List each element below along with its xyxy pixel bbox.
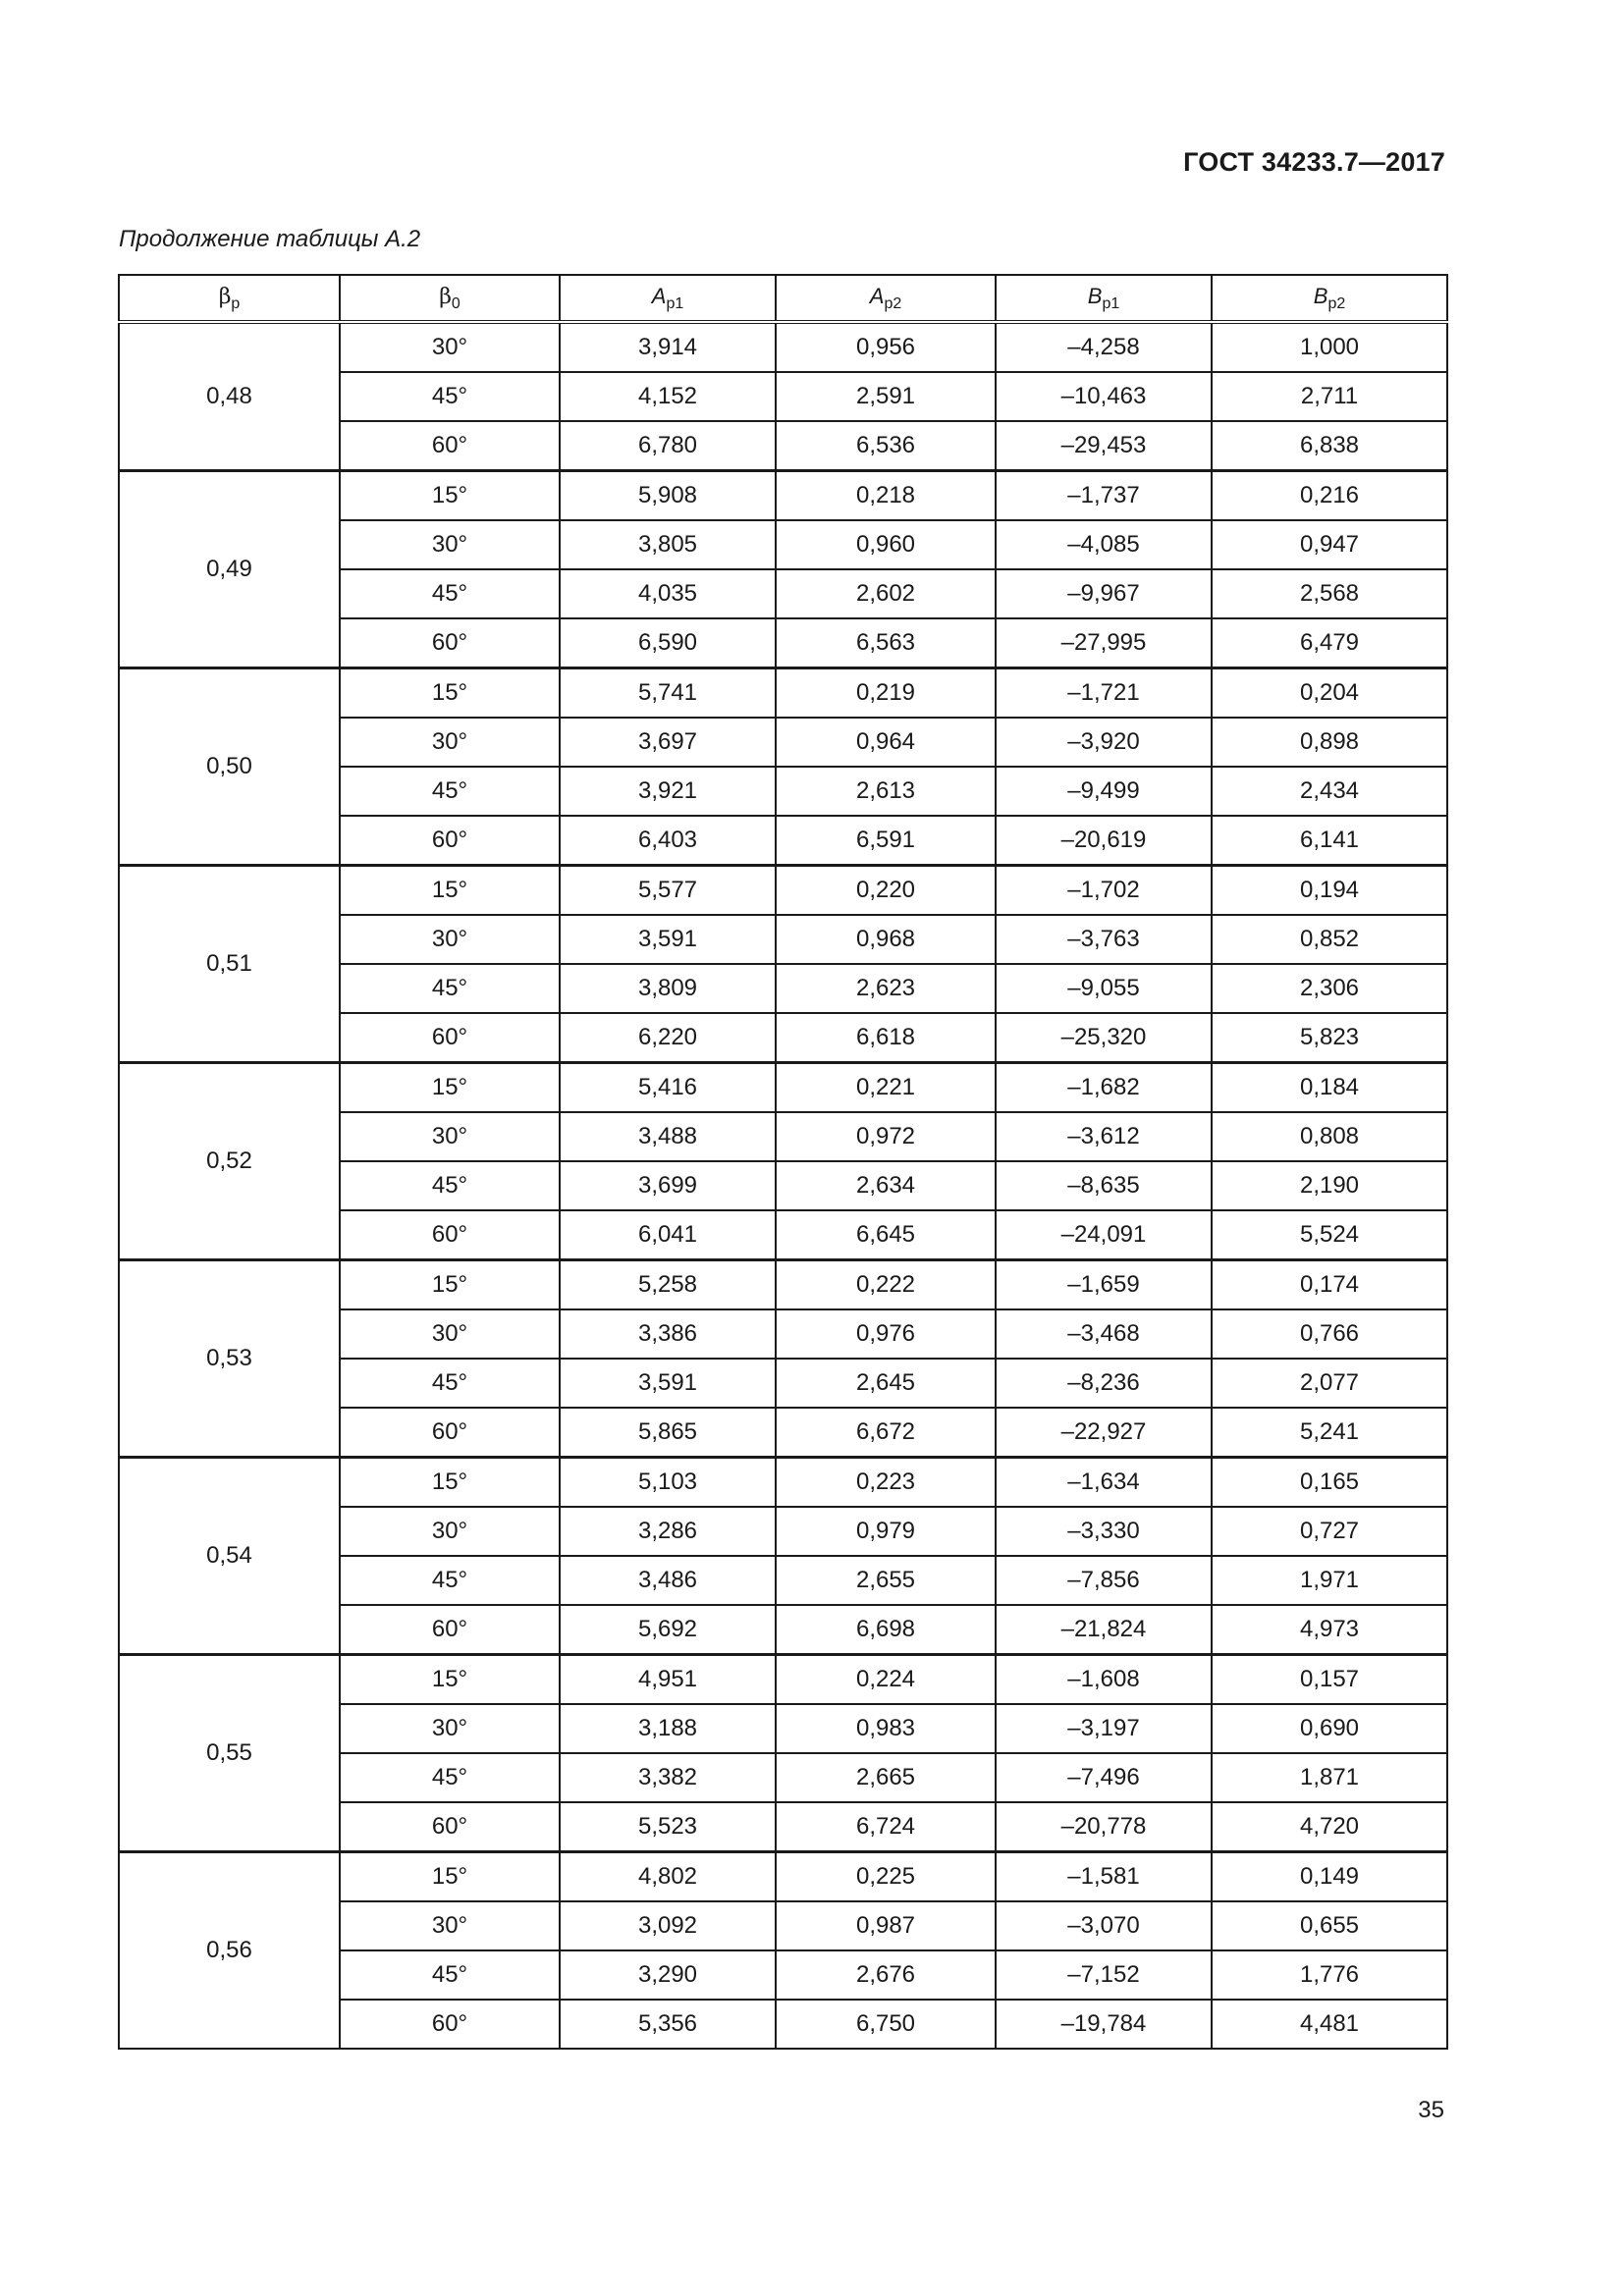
a-p1-cell: 3,290 — [560, 1950, 776, 2000]
beta-0-cell: 60° — [340, 1210, 560, 1260]
b-p2-cell: 2,077 — [1212, 1359, 1447, 1408]
b-p1-cell: –4,258 — [996, 322, 1212, 372]
b-p1-cell: –7,856 — [996, 1556, 1212, 1605]
beta-0-cell: 15° — [340, 668, 560, 719]
b-p2-cell: 4,481 — [1212, 2000, 1447, 2049]
a-p2-cell: 0,225 — [776, 1852, 996, 1902]
b-p1-cell: –25,320 — [996, 1013, 1212, 1063]
a-p1-cell: 3,805 — [560, 520, 776, 569]
beta-p-cell: 0,56 — [119, 1852, 340, 2050]
b-p2-cell: 2,434 — [1212, 767, 1447, 816]
b-p1-cell: –1,702 — [996, 866, 1212, 916]
b-p1-cell: –9,967 — [996, 569, 1212, 618]
a-p2-cell: 0,220 — [776, 866, 996, 916]
column-subscript: p2 — [884, 294, 902, 312]
a-p1-cell: 5,865 — [560, 1408, 776, 1458]
b-p1-cell: –10,463 — [996, 372, 1212, 421]
a-p2-cell: 0,979 — [776, 1507, 996, 1556]
a-p1-cell: 6,220 — [560, 1013, 776, 1063]
a-p2-cell: 6,563 — [776, 618, 996, 668]
column-symbol: A — [651, 283, 667, 308]
table-row — [119, 1852, 1447, 1902]
b-p1-cell: –8,236 — [996, 1359, 1212, 1408]
beta-0-cell: 45° — [340, 1556, 560, 1605]
a-p2-cell: 0,221 — [776, 1063, 996, 1113]
a-p2-cell: 6,645 — [776, 1210, 996, 1260]
beta-p-cell: 0,48 — [119, 322, 340, 471]
a-p1-cell: 3,699 — [560, 1161, 776, 1210]
b-p2-cell: 2,568 — [1212, 569, 1447, 618]
b-p2-cell: 0,898 — [1212, 718, 1447, 767]
beta-0-cell: 15° — [340, 866, 560, 916]
b-p2-cell: 0,216 — [1212, 471, 1447, 521]
b-p1-cell: –1,634 — [996, 1458, 1212, 1508]
a-p2-cell: 6,750 — [776, 2000, 996, 2049]
b-p1-cell: –3,197 — [996, 1704, 1212, 1753]
a-p2-cell: 6,672 — [776, 1408, 996, 1458]
a-p1-cell: 3,382 — [560, 1753, 776, 1802]
beta-0-cell: 60° — [340, 1605, 560, 1655]
b-p1-cell: –7,496 — [996, 1753, 1212, 1802]
column-subscript: p — [231, 294, 241, 312]
table-row — [119, 1063, 1447, 1113]
b-p2-cell: 0,194 — [1212, 866, 1447, 916]
b-p1-cell: –1,608 — [996, 1655, 1212, 1705]
a-p1-cell: 5,103 — [560, 1458, 776, 1508]
table-group — [119, 1655, 1447, 1852]
b-p2-cell: 0,808 — [1212, 1112, 1447, 1161]
table-row — [119, 866, 1447, 916]
table-group — [119, 668, 1447, 866]
a-p2-cell: 2,602 — [776, 569, 996, 618]
b-p2-cell: 1,776 — [1212, 1950, 1447, 2000]
b-p2-cell: 6,479 — [1212, 618, 1447, 668]
b-p1-cell: –1,581 — [996, 1852, 1212, 1902]
a-p1-cell: 5,523 — [560, 1802, 776, 1852]
beta-0-cell: 30° — [340, 1901, 560, 1950]
column-subscript: p1 — [666, 294, 684, 312]
a-p2-cell: 6,724 — [776, 1802, 996, 1852]
a-p2-cell: 6,698 — [776, 1605, 996, 1655]
b-p2-cell: 0,174 — [1212, 1260, 1447, 1310]
b-p2-cell: 2,190 — [1212, 1161, 1447, 1210]
column-subscript: p1 — [1102, 294, 1120, 312]
a-p1-cell: 5,416 — [560, 1063, 776, 1113]
a-p1-cell: 4,802 — [560, 1852, 776, 1902]
table-row — [119, 1458, 1447, 1508]
b-p1-cell: –22,927 — [996, 1408, 1212, 1458]
beta-0-cell: 60° — [340, 1013, 560, 1063]
a-p1-cell: 6,403 — [560, 816, 776, 866]
b-p1-cell: –7,152 — [996, 1950, 1212, 2000]
a-p2-cell: 0,983 — [776, 1704, 996, 1753]
a-p1-cell: 3,591 — [560, 915, 776, 964]
b-p2-cell: 0,157 — [1212, 1655, 1447, 1705]
column-subscript: 0 — [451, 294, 460, 312]
column-header-beta-0 — [340, 275, 560, 322]
a-p1-cell: 3,921 — [560, 767, 776, 816]
b-p1-cell: –3,468 — [996, 1309, 1212, 1359]
b-p2-cell: 2,711 — [1212, 372, 1447, 421]
beta-p-cell: 0,55 — [119, 1655, 340, 1852]
b-p1-cell: –3,612 — [996, 1112, 1212, 1161]
b-p1-cell: –19,784 — [996, 2000, 1212, 2049]
b-p1-cell: –1,659 — [996, 1260, 1212, 1310]
a-p2-cell: 0,964 — [776, 718, 996, 767]
column-symbol: β — [218, 284, 232, 309]
beta-0-cell: 30° — [340, 322, 560, 372]
b-p1-cell: –20,778 — [996, 1802, 1212, 1852]
a-p2-cell: 6,536 — [776, 421, 996, 471]
page-number: 35 — [1418, 2097, 1444, 2123]
table-row — [119, 1655, 1447, 1705]
column-symbol: β — [439, 284, 452, 309]
column-header-b-p2 — [1212, 275, 1447, 322]
b-p2-cell: 1,000 — [1212, 322, 1447, 372]
beta-0-cell: 45° — [340, 1161, 560, 1210]
a-p1-cell: 3,697 — [560, 718, 776, 767]
b-p2-cell: 0,766 — [1212, 1309, 1447, 1359]
a-p2-cell: 2,591 — [776, 372, 996, 421]
beta-0-cell: 15° — [340, 1458, 560, 1508]
table-group — [119, 1458, 1447, 1655]
beta-0-cell: 45° — [340, 1753, 560, 1802]
document-header: ГОСТ 34233.7—2017 — [1183, 147, 1445, 177]
b-p2-cell: 0,165 — [1212, 1458, 1447, 1508]
beta-0-cell: 30° — [340, 520, 560, 569]
a-p2-cell: 0,222 — [776, 1260, 996, 1310]
a-p2-cell: 0,956 — [776, 322, 996, 372]
column-header-a-p2 — [776, 275, 996, 322]
table-row — [119, 1260, 1447, 1310]
column-header-a-p1 — [560, 275, 776, 322]
b-p1-cell: –21,824 — [996, 1605, 1212, 1655]
beta-p-cell: 0,54 — [119, 1458, 340, 1655]
table-group — [119, 471, 1447, 668]
b-p2-cell: 0,727 — [1212, 1507, 1447, 1556]
a-p2-cell: 6,591 — [776, 816, 996, 866]
b-p1-cell: –20,619 — [996, 816, 1212, 866]
a-p1-cell: 3,591 — [560, 1359, 776, 1408]
b-p1-cell: –8,635 — [996, 1161, 1212, 1210]
b-p1-cell: –3,763 — [996, 915, 1212, 964]
beta-0-cell: 15° — [340, 1852, 560, 1902]
a-p2-cell: 2,613 — [776, 767, 996, 816]
data-table — [118, 274, 1448, 2050]
a-p2-cell: 2,634 — [776, 1161, 996, 1210]
a-p1-cell: 4,035 — [560, 569, 776, 618]
a-p2-cell: 6,618 — [776, 1013, 996, 1063]
column-header-b-p1 — [996, 275, 1212, 322]
a-p1-cell: 3,092 — [560, 1901, 776, 1950]
a-p1-cell: 3,488 — [560, 1112, 776, 1161]
beta-0-cell: 45° — [340, 767, 560, 816]
a-p1-cell: 5,908 — [560, 471, 776, 521]
column-symbol: B — [1313, 283, 1328, 308]
beta-p-cell: 0,52 — [119, 1063, 340, 1260]
beta-0-cell: 30° — [340, 1704, 560, 1753]
table-group — [119, 1063, 1447, 1260]
column-subscript: p2 — [1327, 294, 1346, 312]
a-p1-cell: 4,951 — [560, 1655, 776, 1705]
a-p1-cell: 3,809 — [560, 964, 776, 1013]
beta-0-cell: 60° — [340, 421, 560, 471]
beta-0-cell: 60° — [340, 2000, 560, 2049]
a-p1-cell: 3,286 — [560, 1507, 776, 1556]
b-p1-cell: –9,055 — [996, 964, 1212, 1013]
b-p2-cell: 5,524 — [1212, 1210, 1447, 1260]
b-p1-cell: –1,682 — [996, 1063, 1212, 1113]
beta-0-cell: 15° — [340, 471, 560, 521]
beta-0-cell: 15° — [340, 1063, 560, 1113]
b-p2-cell: 0,947 — [1212, 520, 1447, 569]
beta-0-cell: 45° — [340, 372, 560, 421]
a-p2-cell: 2,655 — [776, 1556, 996, 1605]
beta-0-cell: 30° — [340, 915, 560, 964]
a-p1-cell: 3,486 — [560, 1556, 776, 1605]
table-row — [119, 471, 1447, 521]
table-group — [119, 1260, 1447, 1458]
column-header-beta-p — [119, 275, 340, 322]
a-p1-cell: 4,152 — [560, 372, 776, 421]
b-p2-cell: 0,149 — [1212, 1852, 1447, 1902]
a-p2-cell: 0,976 — [776, 1309, 996, 1359]
beta-0-cell: 30° — [340, 1112, 560, 1161]
beta-0-cell: 45° — [340, 964, 560, 1013]
table-group — [119, 322, 1447, 471]
a-p1-cell: 6,590 — [560, 618, 776, 668]
beta-0-cell: 60° — [340, 816, 560, 866]
b-p2-cell: 4,720 — [1212, 1802, 1447, 1852]
b-p1-cell: –3,070 — [996, 1901, 1212, 1950]
a-p2-cell: 0,968 — [776, 915, 996, 964]
header-row — [119, 275, 1447, 322]
a-p1-cell: 5,692 — [560, 1605, 776, 1655]
b-p2-cell: 0,852 — [1212, 915, 1447, 964]
a-p2-cell: 2,645 — [776, 1359, 996, 1408]
a-p1-cell: 5,741 — [560, 668, 776, 719]
b-p2-cell: 0,690 — [1212, 1704, 1447, 1753]
a-p1-cell: 3,188 — [560, 1704, 776, 1753]
table-row — [119, 668, 1447, 719]
b-p2-cell: 6,141 — [1212, 816, 1447, 866]
b-p2-cell: 0,655 — [1212, 1901, 1447, 1950]
beta-p-cell: 0,50 — [119, 668, 340, 866]
a-p2-cell: 0,218 — [776, 471, 996, 521]
beta-0-cell: 60° — [340, 618, 560, 668]
a-p1-cell: 6,041 — [560, 1210, 776, 1260]
column-symbol: B — [1087, 283, 1103, 308]
b-p2-cell: 5,241 — [1212, 1408, 1447, 1458]
table-group — [119, 1852, 1447, 2050]
beta-0-cell: 30° — [340, 718, 560, 767]
b-p1-cell: –3,920 — [996, 718, 1212, 767]
beta-p-cell: 0,51 — [119, 866, 340, 1063]
beta-0-cell: 30° — [340, 1507, 560, 1556]
a-p2-cell: 0,987 — [776, 1901, 996, 1950]
a-p2-cell: 0,972 — [776, 1112, 996, 1161]
beta-0-cell: 30° — [340, 1309, 560, 1359]
a-p1-cell: 3,386 — [560, 1309, 776, 1359]
b-p2-cell: 0,184 — [1212, 1063, 1447, 1113]
beta-0-cell: 60° — [340, 1802, 560, 1852]
beta-p-cell: 0,49 — [119, 471, 340, 668]
beta-0-cell: 45° — [340, 1950, 560, 2000]
a-p2-cell: 0,223 — [776, 1458, 996, 1508]
beta-0-cell: 15° — [340, 1655, 560, 1705]
table-group — [119, 866, 1447, 1063]
beta-0-cell: 45° — [340, 1359, 560, 1408]
a-p2-cell: 2,676 — [776, 1950, 996, 2000]
a-p1-cell: 5,258 — [560, 1260, 776, 1310]
a-p2-cell: 0,219 — [776, 668, 996, 719]
beta-0-cell: 60° — [340, 1408, 560, 1458]
a-p2-cell: 0,224 — [776, 1655, 996, 1705]
a-p1-cell: 6,780 — [560, 421, 776, 471]
b-p1-cell: –3,330 — [996, 1507, 1212, 1556]
b-p2-cell: 1,871 — [1212, 1753, 1447, 1802]
b-p2-cell: 5,823 — [1212, 1013, 1447, 1063]
a-p2-cell: 2,623 — [776, 964, 996, 1013]
b-p1-cell: –24,091 — [996, 1210, 1212, 1260]
beta-0-cell: 15° — [340, 1260, 560, 1310]
b-p1-cell: –27,995 — [996, 618, 1212, 668]
beta-p-cell: 0,53 — [119, 1260, 340, 1458]
b-p1-cell: –1,737 — [996, 471, 1212, 521]
table-caption: Продолжение таблицы А.2 — [119, 226, 421, 252]
a-p2-cell: 2,665 — [776, 1753, 996, 1802]
beta-0-cell: 45° — [340, 569, 560, 618]
table-header — [119, 275, 1447, 322]
b-p1-cell: –4,085 — [996, 520, 1212, 569]
a-p1-cell: 5,577 — [560, 866, 776, 916]
b-p2-cell: 1,971 — [1212, 1556, 1447, 1605]
b-p1-cell: –9,499 — [996, 767, 1212, 816]
a-p2-cell: 0,960 — [776, 520, 996, 569]
b-p1-cell: –1,721 — [996, 668, 1212, 719]
table-row — [119, 322, 1447, 372]
b-p2-cell: 4,973 — [1212, 1605, 1447, 1655]
b-p2-cell: 6,838 — [1212, 421, 1447, 471]
a-p1-cell: 3,914 — [560, 322, 776, 372]
a-p1-cell: 5,356 — [560, 2000, 776, 2049]
column-symbol: A — [869, 283, 885, 308]
b-p2-cell: 2,306 — [1212, 964, 1447, 1013]
b-p1-cell: –29,453 — [996, 421, 1212, 471]
b-p2-cell: 0,204 — [1212, 668, 1447, 719]
